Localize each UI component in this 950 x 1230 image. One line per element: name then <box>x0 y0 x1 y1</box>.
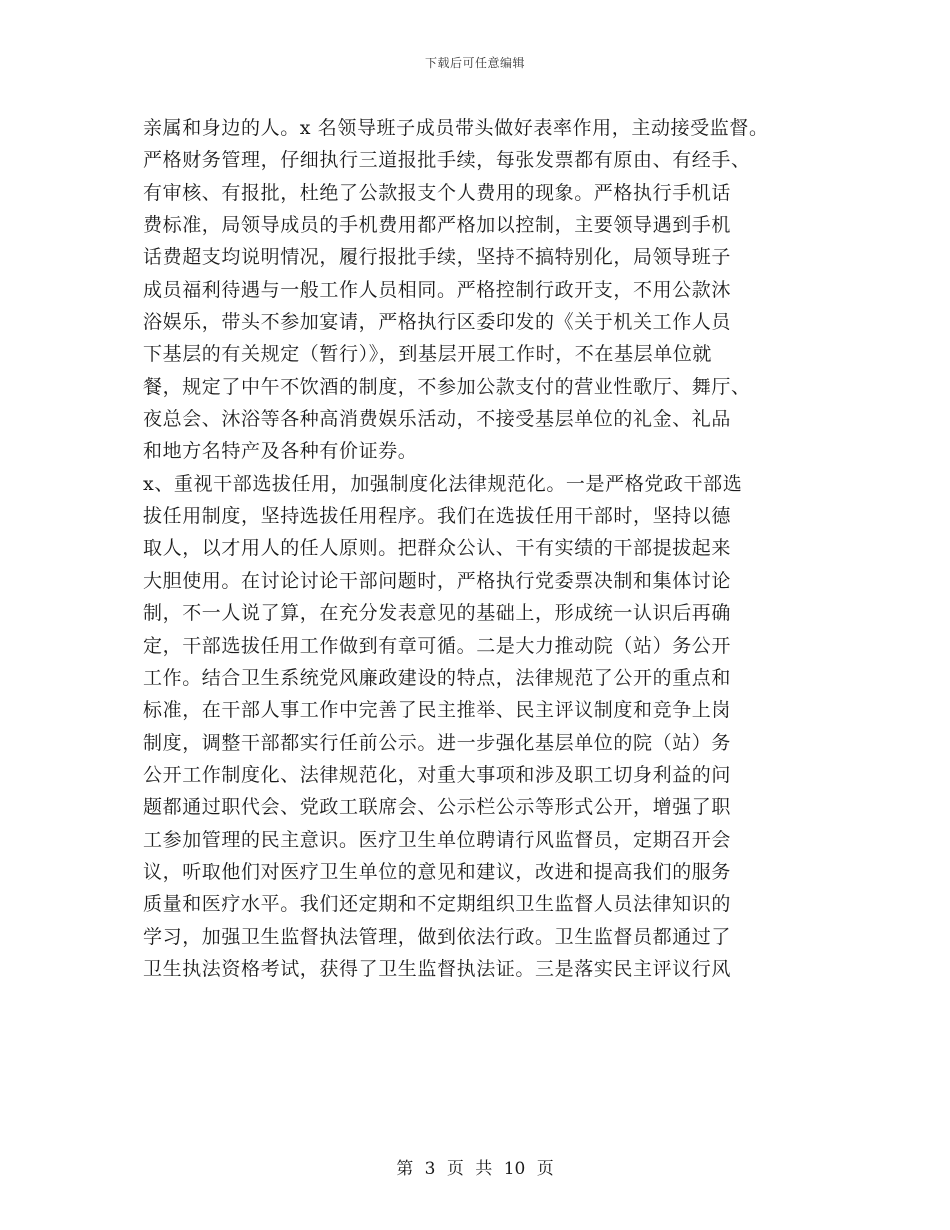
body-line: 标准，在干部人事工作中完善了民主推举、民主评议制度和竞争上岗 <box>143 699 732 722</box>
body-line: 大胆使用。在讨论讨论干部问题时，严格执行党委票决制和集体讨论 <box>143 569 732 592</box>
body-line: 定，干部选拔任用工作做到有章可循。二是大力推动院（站）务公开 <box>143 634 732 657</box>
body-line: 费标准，局领导成员的手机费用都严格加以控制，主要领导遇到手机 <box>143 214 732 237</box>
body-line: 取人，以才用人的任人原则。把群众公认、干有实绩的干部提拔起来 <box>143 537 732 560</box>
page-header: 下载后可任意编辑 <box>424 56 525 70</box>
body-line: 话费超支均说明情况，履行报批手续，坚持不搞特别化，局领导班子 <box>143 246 732 269</box>
document-body <box>143 112 833 985</box>
body-line: 下基层的有关规定（暂行）》，到基层开展工作时，不在基层单位就 <box>143 343 713 366</box>
body-line: 公开工作制度化、法律规范化，对重大事项和涉及职工切身利益的问 <box>143 763 732 786</box>
body-line: 和地方名特产及各种有价证券。 <box>143 440 418 463</box>
body-line: 有审核、有报批，杜绝了公款报支个人费用的现象。严格执行手机话 <box>143 181 732 204</box>
body-line: 工参加管理的民主意识。医疗卫生单位聘请行风监督员，定期召开会 <box>143 828 732 851</box>
body-line: 严格财务管理，仔细执行三道报批手续，每张发票都有原由、有经手、 <box>143 149 751 172</box>
body-line: 餐，规定了中午不饮酒的制度，不参加公款支付的营业性歌厅、舞厅、 <box>143 375 751 398</box>
body-line: 学习，加强卫生监督执法管理，做到依法行政。卫生监督员都通过了 <box>143 925 732 948</box>
body-line: 工作。结合卫生系统党风廉政建设的特点，法律规范了公开的重点和 <box>143 666 732 689</box>
body-line: 成员福利待遇与一般工作人员相同。严格控制行政开支，不用公款沐 <box>143 278 732 301</box>
body-line: x、重视干部选拔任用，加强制度化法律规范化。一是严格党政干部选 <box>143 472 743 495</box>
body-line: 题都通过职代会、党政工联席会、公示栏公示等形式公开，增强了职 <box>143 796 732 819</box>
body-line: 拔任用制度，坚持选拔任用程序。我们在选拔任用干部时，坚持以德 <box>143 505 732 528</box>
page-number-footer: 第 3 页 共 10 页 <box>396 1159 554 1179</box>
body-line: 议，听取他们对医疗卫生单位的意见和建议，改进和提高我们的服务 <box>143 860 732 883</box>
body-line: 浴娱乐，带头不参加宴请，严格执行区委印发的《关于机关工作人员 <box>143 311 732 334</box>
body-line: 卫生执法资格考试，获得了卫生监督执法证。三是落实民主评议行风 <box>143 957 732 980</box>
body-line: 夜总会、沐浴等各种高消费娱乐活动，不接受基层单位的礼金、礼品 <box>143 408 732 431</box>
body-line: 制度，调整干部都实行任前公示。进一步强化基层单位的院（站）务 <box>143 731 732 754</box>
body-line: 制，不一人说了算，在充分发表意见的基础上，形成统一认识后再确 <box>143 602 732 625</box>
body-line: 亲属和身边的人。x 名领导班子成员带头做好表率作用，主动接受监督。 <box>143 117 769 139</box>
body-line: 质量和医疗水平。我们还定期和不定期组织卫生监督人员法律知识的 <box>143 893 732 916</box>
